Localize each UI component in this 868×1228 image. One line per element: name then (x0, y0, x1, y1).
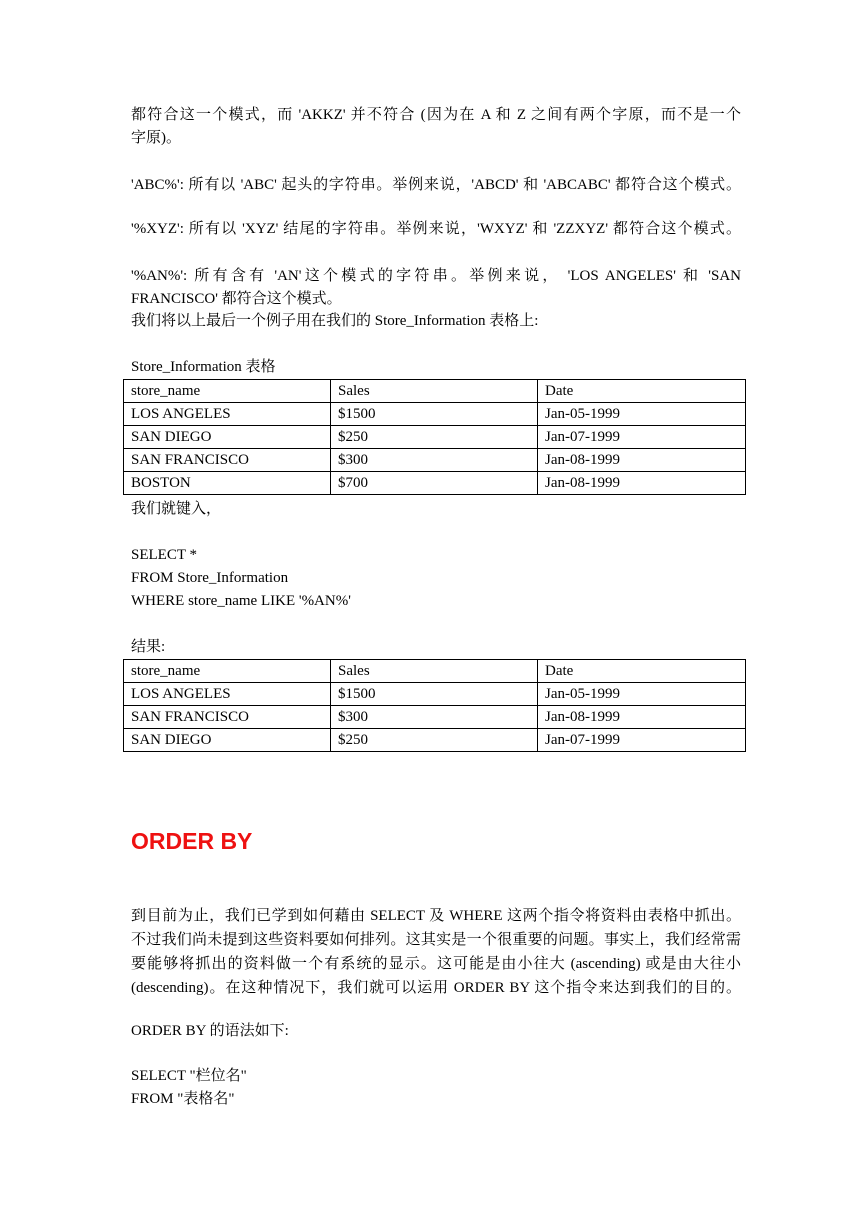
table-cell: Jan-05-1999 (538, 403, 746, 426)
table-header-row (124, 660, 746, 683)
an-pattern-line-2: FRANCISCO' 都符合这个模式。 (131, 291, 342, 307)
intro-line-2: 字原)。 (131, 130, 181, 146)
store-information-table (123, 379, 746, 495)
table-cell: LOS ANGELES (124, 403, 331, 426)
order-by-para-line-4: (descending)。在这种情况下，我们就可以运用 ORDER BY 这个指令来达到我们的目的。 (131, 980, 741, 996)
table-header-cell: Date (538, 660, 746, 683)
table-header-row (124, 380, 746, 403)
table-cell: Jan-08-1999 (538, 449, 746, 472)
syntax-line-from: FROM "表格名" (131, 1091, 235, 1107)
table-cell: Jan-05-1999 (538, 683, 746, 706)
intro-line-1: 都符合这一个模式，而 'AKKZ' 并不符合 (因为在 A 和 Z 之间有两个字原，而不是一个 (131, 107, 741, 123)
table-cell: Jan-07-1999 (538, 729, 746, 752)
table-cell: SAN DIEGO (124, 426, 331, 449)
order-by-para-line-2: 不过我们尚未提到这些资料要如何排列。这其实是一个很重要的问题。事实上，我们经常需 (131, 932, 741, 948)
an-pattern-line-1: '%AN%': 所有含有 'AN'这个模式的字符串。举例来说， 'LOS ANGELES' 和 'SAN (131, 268, 741, 284)
sql-line-where: WHERE store_name LIKE '%AN%' (131, 593, 351, 609)
apply-example-text: 我们将以上最后一个例子用在我们的 Store_Information 表格上: (131, 313, 539, 329)
result-label: 结果: (131, 639, 166, 655)
table-cell: SAN FRANCISCO (124, 706, 331, 729)
table-cell: $700 (331, 472, 538, 495)
type-in-text: 我们就键入， (131, 501, 222, 517)
abc-pattern-paragraph: 'ABC%': 所有以 'ABC' 起头的字符串。举例来说，'ABCD' 和 'ABCABC' 都符合这个模式。 (131, 177, 741, 193)
table-row (124, 706, 746, 729)
table-cell: $300 (331, 449, 538, 472)
table-cell: $300 (331, 706, 538, 729)
syntax-line-select: SELECT "栏位名" (131, 1068, 247, 1084)
table-cell: $250 (331, 729, 538, 752)
table-cell: Jan-08-1999 (538, 472, 746, 495)
table-row (124, 472, 746, 495)
table-row (124, 683, 746, 706)
order-by-para-line-3: 要能够将抓出的资料做一个有系统的显示。这可能是由小往大 (ascending) 或是由大往小 (131, 956, 741, 972)
table-cell: BOSTON (124, 472, 331, 495)
table-row (124, 426, 746, 449)
order-by-heading: ORDER BY (131, 828, 253, 854)
table-cell: $1500 (331, 683, 538, 706)
table-cell: $1500 (331, 403, 538, 426)
sql-line-from: FROM Store_Information (131, 570, 289, 586)
table-row (124, 449, 746, 472)
result-table (123, 659, 746, 752)
table-row (124, 403, 746, 426)
table-header-cell: store_name (124, 380, 331, 403)
table-cell: LOS ANGELES (124, 683, 331, 706)
table-cell: SAN DIEGO (124, 729, 331, 752)
order-by-syntax-intro: ORDER BY 的语法如下: (131, 1023, 289, 1039)
table-header-cell: Sales (331, 660, 538, 683)
table-row (124, 729, 746, 752)
table-caption: Store_Information 表格 (131, 359, 276, 375)
xyz-pattern-paragraph: '%XYZ': 所有以 'XYZ' 结尾的字符串。举例来说，'WXYZ' 和 'ZZXYZ' 都符合这个模式。 (131, 221, 741, 237)
table-cell: SAN FRANCISCO (124, 449, 331, 472)
table-header-cell: store_name (124, 660, 331, 683)
table-cell: Jan-07-1999 (538, 426, 746, 449)
table-cell: Jan-08-1999 (538, 706, 746, 729)
table-cell: $250 (331, 426, 538, 449)
table-header-cell: Sales (331, 380, 538, 403)
order-by-para-line-1: 到目前为止，我们已学到如何藉由 SELECT 及 WHERE 这两个指令将资料由表格中抓出。 (131, 908, 741, 924)
table-header-cell: Date (538, 380, 746, 403)
sql-line-select: SELECT * (131, 547, 197, 563)
